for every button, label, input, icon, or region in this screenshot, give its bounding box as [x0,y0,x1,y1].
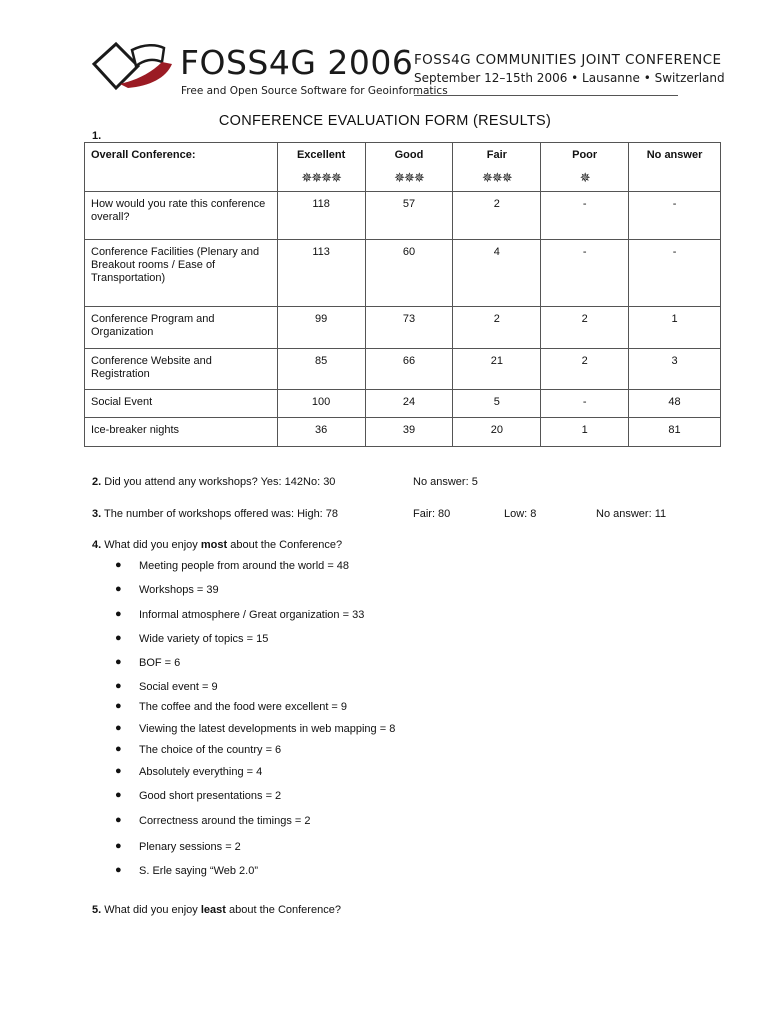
list-item-text: Meeting people from around the world = 48 [139,560,350,572]
bullet-icon: ● [115,632,122,644]
column-header-good [365,143,453,192]
value-cell: 21 [453,349,541,390]
question-number: 3. [92,508,102,520]
bullet-icon: ● [115,743,122,755]
value-cell: 4 [453,240,541,307]
column-label: Good [394,149,424,161]
answer-yes: Yes: 142 [260,476,304,488]
question-text: Did you attend any workshops? [104,476,258,488]
bullet-icon: ● [115,814,122,826]
question-cell: Conference Facilities (Plenary and Breakout rooms / Ease of Transportation) [85,240,278,307]
value-cell: 100 [277,390,365,418]
value-cell: 5 [453,390,541,418]
value-cell: - [629,240,721,307]
question-number: 2. [92,476,102,488]
foss4g-logo [92,40,182,92]
conference-title: FOSS4G COMMUNITIES JOINT CONFERENCE [414,52,722,68]
rating-stars-icon: ✵✵✵✵ [301,170,341,185]
question-text: about the Conference? [230,539,343,551]
answer-no-answer: No answer: 5 [413,476,478,488]
list-item-text: The choice of the country = 6 [139,744,282,756]
question-4 [92,539,342,551]
value-cell: 73 [365,307,453,349]
list-item-text: Social event = 9 [139,681,218,693]
question-number: 4. [92,539,102,551]
value-cell: 36 [277,418,365,447]
bullet-icon: ● [115,656,122,668]
bullet-icon: ● [115,840,122,852]
value-cell: 81 [629,418,721,447]
answer-no-answer: No answer: 11 [596,508,667,520]
list-item-text: Workshops = 39 [139,584,219,596]
question-emphasis: most [200,539,228,551]
page-title: CONFERENCE EVALUATION FORM (RESULTS) [218,113,552,129]
column-header-no-answer [629,143,721,192]
question-text: What did you enjoy [104,539,198,551]
bullet-icon: ● [115,789,122,801]
table-row [85,192,721,240]
column-label: No answer [646,149,703,161]
answer-low: Low: 8 [504,508,537,520]
column-header-excellent [277,143,365,192]
list-item-text: Correctness around the timings = 2 [139,815,311,827]
table-row [85,307,721,349]
column-label: Excellent [296,149,346,161]
value-cell: 2 [453,192,541,240]
question-text: about the Conference? [229,904,341,916]
rating-stars-icon: ✵✵✵ [481,170,512,185]
value-cell: 57 [365,192,453,240]
question-cell: Conference Website and Registration [85,349,278,390]
value-cell: 99 [277,307,365,349]
question-text: What did you enjoy [104,904,198,916]
table-row [85,349,721,390]
column-label: Fair [486,149,507,161]
value-cell: 85 [277,349,365,390]
column-label: Poor [572,149,598,161]
conference-dates: September 12–15th 2006 • Lausanne • Switzerland [414,71,725,85]
value-cell: 60 [365,240,453,307]
list-item-text: Plenary sessions = 2 [139,841,241,853]
column-header-fair [453,143,541,192]
bullet-icon: ● [115,864,122,876]
value-cell: 20 [453,418,541,447]
answer-high: High: 78 [297,508,339,520]
answer-fair: Fair: 80 [413,508,451,520]
list-item-text: Good short presentations = 2 [139,790,282,802]
list-item-text: Absolutely everything = 4 [139,766,263,778]
question-cell: Social Event [85,390,278,418]
list-item-text: Wide variety of topics = 15 [139,633,269,645]
question-text: The number of workshops offered was: [104,508,294,520]
table-row [85,240,721,307]
list-item-text: Viewing the latest developments in web mapping = 8 [139,723,396,735]
list-item-text: Informal atmosphere / Great organization = 33 [139,609,365,621]
answer-no: No: 30 [303,476,336,488]
value-cell: 24 [365,390,453,418]
list-item-text: The coffee and the food were excellent = 9 [139,701,348,713]
question-cell: How would you rate this conference overall? [85,192,278,240]
question-emphasis: least [200,904,226,916]
value-cell: - [541,390,629,418]
results-table [84,142,721,447]
value-cell: 39 [365,418,453,447]
question-1-number: 1. [92,130,102,142]
value-cell: 2 [541,349,629,390]
column-header-poor [541,143,629,192]
header-divider [414,95,678,96]
table-row [85,390,721,418]
value-cell: - [541,240,629,307]
value-cell: 113 [277,240,365,307]
bullet-icon: ● [115,722,122,734]
list-item-text: BOF = 6 [139,657,181,669]
value-cell: - [629,192,721,240]
value-cell: 66 [365,349,453,390]
list-item-text: S. Erle saying “Web 2.0” [139,865,259,877]
bullet-icon: ● [115,559,122,571]
value-cell: 2 [453,307,541,349]
value-cell: 1 [629,307,721,349]
question-number: 5. [92,904,102,916]
bullet-icon: ● [115,700,122,712]
brand-title: FOSS4G 2006 [180,43,414,82]
question-5 [92,904,341,916]
rating-stars-icon: ✵✵✵ [394,170,424,185]
value-cell: 118 [277,192,365,240]
brand-subtitle: Free and Open Source Software for Geoinformatics [181,85,448,97]
value-cell: - [541,192,629,240]
rating-stars-icon: ✵ [579,170,590,185]
value-cell: 1 [541,418,629,447]
table-header-row [85,143,721,192]
bullet-icon: ● [115,583,122,595]
question-2 [92,476,335,488]
bullet-icon: ● [115,680,122,692]
bullet-icon: ● [115,608,122,620]
row-header: Overall Conference: [85,143,278,192]
question-cell: Conference Program and Organization [85,307,278,349]
value-cell: 3 [629,349,721,390]
bullet-icon: ● [115,765,122,777]
value-cell: 48 [629,390,721,418]
question-3 [92,508,338,520]
question-cell: Ice-breaker nights [85,418,278,447]
table-row [85,418,721,447]
value-cell: 2 [541,307,629,349]
